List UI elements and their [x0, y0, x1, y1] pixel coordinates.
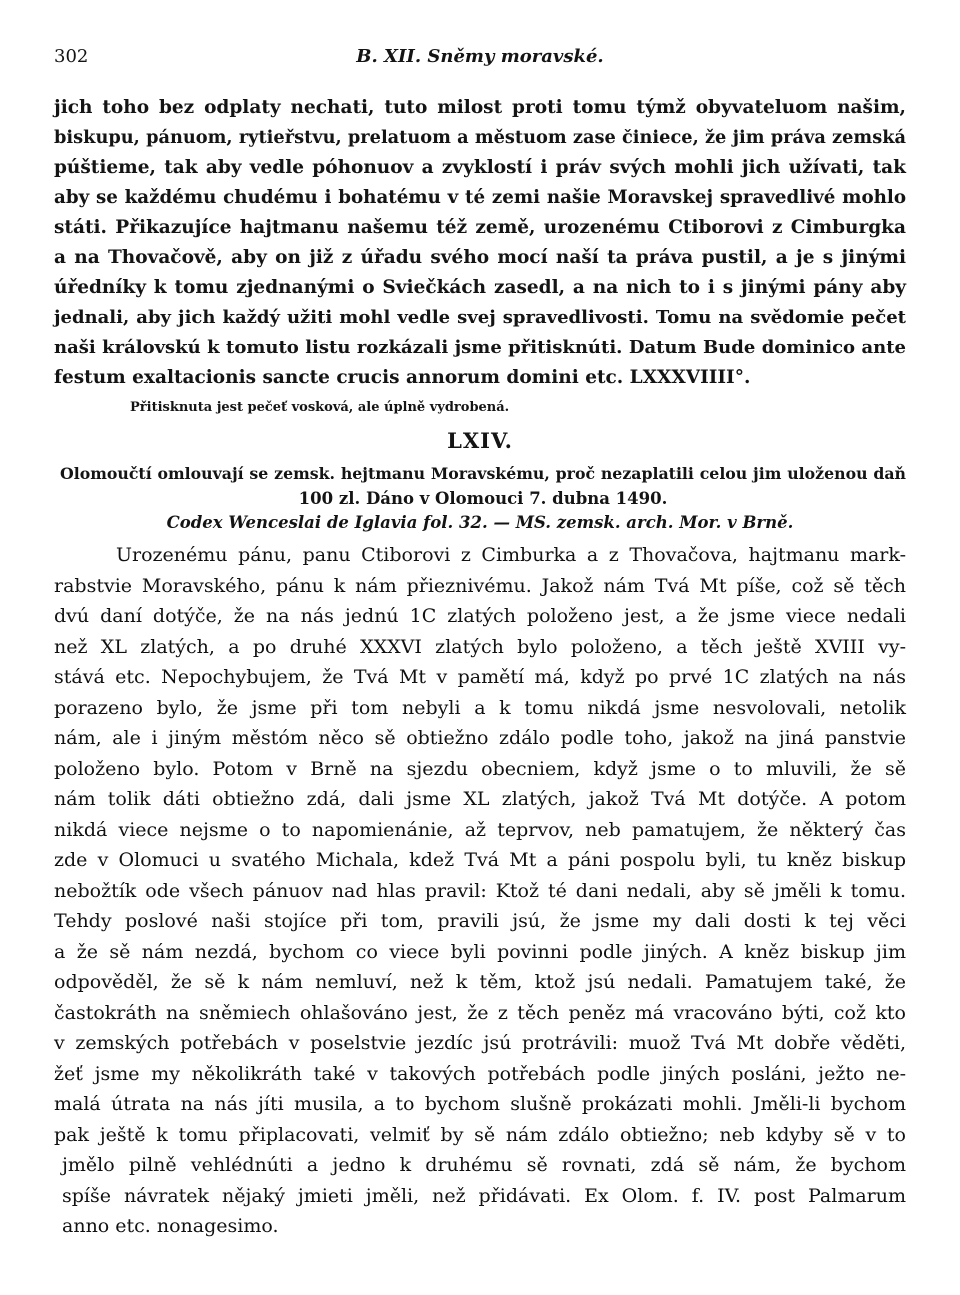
text-line: aby se každému chudému i bohatému v té zemi našie Moravskej spravedlivé mohlo: [54, 187, 906, 208]
text-line: naši královskú k tomuto listu rozkázali jsme přitisknúti. Datum Bude dominico ante: [54, 337, 906, 358]
text-line: a že sě nám nezdá, bychom co viece byli povinni podle jiných. A kněz biskup jim: [54, 940, 906, 963]
text-line: státi. Přikazujíce hajtmanu našemu též země, urozenému Ctiborovi z Cimburgka: [54, 217, 906, 238]
text-line: Tehdy poslové naši stojíce při tom, pravili jsú, že jsme my dali dosti k tej věci: [54, 910, 906, 932]
source-citation: Codex Wenceslai de Iglavia fol. 32. — MS. zemsk. arch. Mor. v Brně.: [166, 513, 794, 532]
text-line: úředníky k tomu zjednanými o Sviečkách zasedl, a na nich to i s jinými pány aby: [54, 277, 906, 298]
text-line: stává etc. Nepochybujem, že Tvá Mt v pamětí má, když po prvé 1C zlatých na nás: [54, 666, 906, 688]
text-line: malá útrata na nás jíti musila, a to bychom slušně prokázati mohli. Jměli-li bychom: [54, 1093, 906, 1115]
summary-line: Olomoučtí omlouvají se zemsk. hejtmanu Moravskému, proč nezaplatili celou jim uloženou daň: [60, 464, 906, 483]
text-line: častokráth na sněmiech ohlašováno jest, že z těch peněz má vracováno býti, což kto: [54, 1001, 906, 1024]
document-body: [54, 540, 906, 1242]
text-line: jich toho bez odplaty nechati, tuto milost proti tomu týmž obyvateluom našim,: [54, 97, 906, 118]
text-line: Urozenému pánu, panu Ctiborovi z Cimburka a z Thovačova, hajtmanu mark-: [116, 544, 906, 566]
seal-note: Přitisknuta jest pečeť vosková, ale úplně vydrobená.: [130, 400, 510, 415]
text-line: festum exaltacionis sancte crucis annorum domini etc. LXXXVIIII°.: [54, 367, 751, 388]
previous-document-text: [54, 93, 906, 393]
document-summary: [60, 461, 906, 511]
text-line: jednali, aby jich každý užiti mohl vedle svej spravedlivosti. Tomu na svědomie pečet: [54, 307, 906, 328]
page-header: [54, 46, 906, 70]
text-line: položeno bylo. Potom v Brně na sjezdu obecniem, když jsme o to mluvili, že sě: [54, 757, 906, 780]
text-line: nám, ale i jiným městóm něco sě obtiežno zdálo podle toho, jakož na jiná panstvie: [54, 727, 906, 749]
text-line: porazeno bylo, že jsme při tom nebyli a k tomu nikdá jsme nesvolovali, netolik: [54, 696, 906, 719]
text-line: a na Thovačově, aby on již z úřadu svého mocí naší ta práva pustil, a je s jinými: [54, 247, 906, 268]
text-line: zde v Olomuci u svatého Michala, kdež Tvá Mt a páni pospolu byli, tu kněz biskup: [54, 849, 906, 871]
document-number: LXIV.: [447, 428, 513, 453]
text-line: v zemských potřebách v poselstvie jezdíc jsú protrávili: muož Tvá Mt dobře věděti,: [54, 1032, 906, 1054]
text-line: jmělo pilně vehlédnúti a jedno k druhému sě rovnati, zdá sě nám, že bychom: [62, 1154, 906, 1176]
text-line: biskupu, pánuom, rytieřstvu, prelatuom a městuom zase činiece, že jim práva zemská: [54, 127, 906, 148]
running-title: B. XII. Sněmy moravské.: [356, 46, 604, 67]
text-line: nebožtík ode všech pánuov nad hlas pravil: Ktož té dani nedali, aby sě jměli k tomu.: [54, 879, 906, 902]
text-line: nám tolik dáti obtiežno zdá, dali jsme XL zlatých, jakož Tvá Mt dotýče. A potom: [54, 788, 906, 810]
text-line: nikdá viece nejsme o to napomienánie, až teprvov, neb pamatujem, že některý čas: [54, 818, 906, 841]
text-line: spíše návratek nějaký jmieti jměli, než přidávati. Ex Olom. f. IV. post Palmarum: [62, 1184, 906, 1207]
summary-line: 100 zl. Dáno v Olomouci 7. dubna 1490.: [298, 489, 668, 508]
text-line: púštieme, tak aby vedle póhonuov a zvyklostí i práv svých mohli jich užívati, tak: [54, 157, 906, 178]
text-line: žeť jsme my několikráth také v takových potřebách podle jiných posláni, ježto ne-: [54, 1062, 906, 1085]
text-line: odpověděl, že sě k nám nemluví, než k těm, ktož jsú nedali. Pamatujem také, že: [54, 971, 906, 993]
text-line: rabstvie Moravského, pánu k nám přieznivému. Jakož nám Tvá Mt píše, což sě těch: [54, 574, 906, 597]
text-line: anno etc. nonagesimo.: [62, 1215, 279, 1237]
page-number: 302: [54, 46, 89, 67]
text-line: dvú daní dotýče, že na nás jednú 1C zlatých položeno jest, a že jsme viece nedali: [54, 605, 906, 627]
text-line: než XL zlatých, a po druhé XXXVI zlatých bylo položeno, a těch ještě XVIII vy-: [54, 635, 906, 658]
text-line: pak ještě k tomu připlacovati, velmiť by sě nám zdálo obtiežno; neb kdyby sě v to: [54, 1123, 906, 1146]
